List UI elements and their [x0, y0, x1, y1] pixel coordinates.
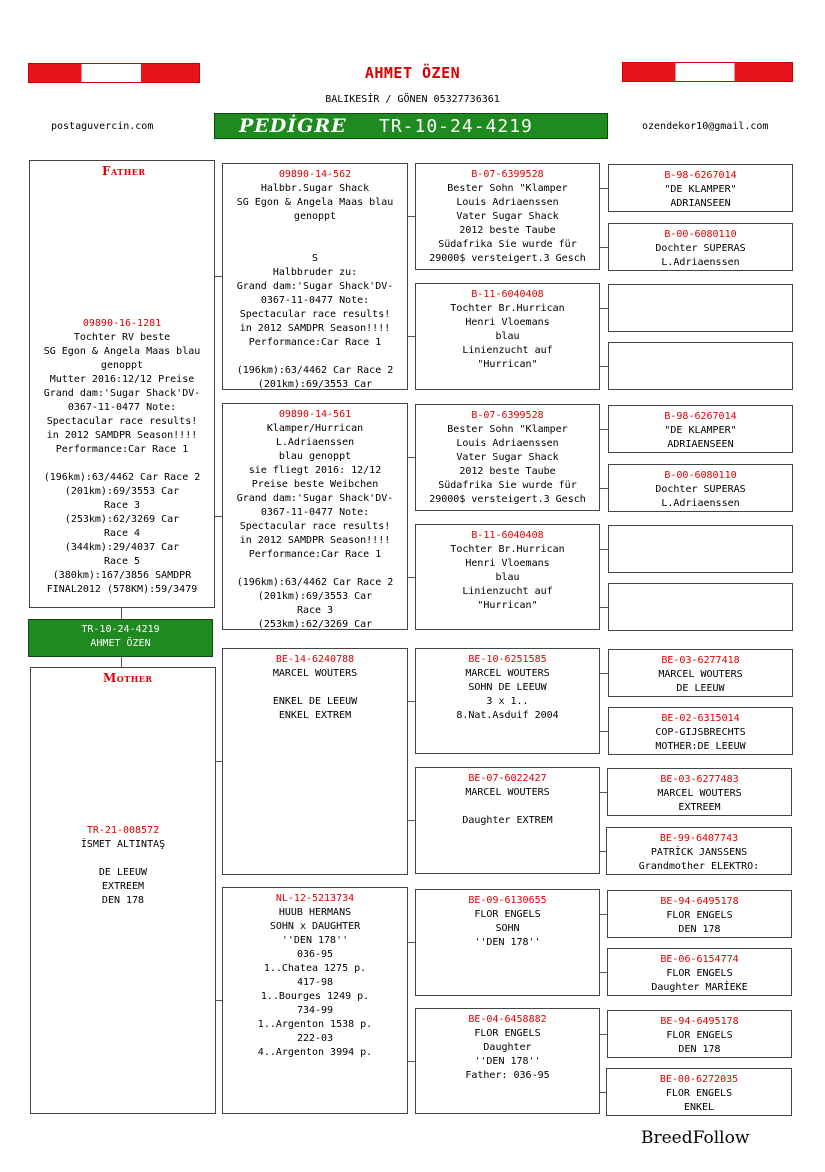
- grandparent-ring: BE-14-6240788: [275, 654, 355, 665]
- connector-line: [408, 820, 415, 821]
- grandparent-card[interactable]: [222, 163, 408, 390]
- ancestor-notes: "DE KLAMPER" ADRIANSEEN: [664, 184, 737, 209]
- great-grandparent-ring: B-11-6040408: [471, 530, 544, 541]
- mother-card[interactable]: [30, 667, 216, 1114]
- subject-owner: AHMET ÖZEN: [90, 638, 151, 649]
- ancestor-ring: BE-94-6495178: [660, 1016, 739, 1027]
- pedigree-banner: [214, 113, 608, 139]
- ancestor-notes: FLOR ENGELS DEN 178: [666, 910, 733, 935]
- ancestor-ring: BE-00-6272035: [659, 1074, 739, 1085]
- great-grandparent-ring: BE-09-6130655: [468, 895, 547, 906]
- connector-line: [215, 516, 222, 517]
- grandparent-card[interactable]: [222, 648, 408, 875]
- grandparent-ring: NL-12-5213734: [275, 893, 355, 904]
- ancestor-card[interactable]: [607, 890, 792, 938]
- footer-brand: BreedFollow: [641, 1128, 750, 1148]
- ancestor-card[interactable]: [607, 948, 792, 996]
- great-grandparent-card[interactable]: [415, 889, 600, 996]
- website-link[interactable]: postaguvercin.com: [51, 121, 154, 132]
- ancestor-ring: B-98-6267014: [664, 170, 737, 181]
- ancestor-card[interactable]: [607, 1010, 792, 1058]
- ancestor-ring: B-98-6267014: [664, 411, 737, 422]
- location-phone: BALIKESİR / GÖNEN 05327736361: [325, 94, 500, 105]
- ancestor-ring: BE-03-6277418: [661, 655, 740, 666]
- father-notes: Tochter RV beste SG Egon & Angela Maas blau genoppt Mutter 2016:12/12 Preise Grand dam:'Sugar Shack'DV- 0367-11-0477 Note: Spectacular race results! in 2012 SAMDPR Season!!!! Performance:Car Race 1 (196km):63/4462 Car Race 2 (201km):69/3553 Car Race 3 (253km):62/3269 Car Race 4 (344km):29/4037 Car Race 5 (380km):167/3856 SAMDPR FINAL2012 (578KM):59/3479: [43, 332, 201, 595]
- great-grandparent-notes: Tochter Br.Hurrican Henri Vloemans blau Linienzucht auf "Hurrican": [450, 303, 565, 370]
- ancestor-card[interactable]: [608, 707, 793, 755]
- grandparent-notes: MARCEL WOUTERS ENKEL DE LEEUW ENKEL EXTREM: [272, 668, 358, 721]
- great-grandparent-notes: FLOR ENGELS Daughter ''DEN 178'' Father: 036-95: [465, 1028, 550, 1081]
- grandparent-notes: Klamper/Hurrican L.Adriaenssen blau genoppt sie fliegt 2016: 12/12 Preise beste Weibchen Grand dam:'Sugar Shack'DV- 0367-11-0477 Note: Spectacular race results! in 2012 SAMDPR Season!!!! Performance:Car Race 1 (196km):63/4462 Car Race 2 (201km):69/3553 Car Race 3 (253km):62/3269 Car: [236, 423, 394, 630]
- connector-line: [408, 216, 415, 217]
- connector-line: [408, 577, 415, 578]
- subject-bird-card[interactable]: [28, 619, 213, 657]
- connector-line: [408, 336, 415, 337]
- ancestor-notes: MARCEL WOUTERS EXTREEM: [657, 788, 742, 813]
- connector-line: [216, 761, 222, 762]
- ancestor-notes: FLOR ENGELS ENKEL: [665, 1088, 733, 1113]
- connector-line: [600, 851, 606, 852]
- subject-ring: TR-10-24-4219: [81, 624, 160, 635]
- ancestor-card[interactable]: [607, 768, 792, 816]
- great-grandparent-ring: BE-04-6458882: [468, 1014, 547, 1025]
- great-grandparent-ring: BE-10-6251585: [468, 654, 547, 665]
- ancestor-ring: BE-02-6315014: [661, 713, 740, 724]
- great-grandparent-card[interactable]: [415, 163, 600, 270]
- grandparent-card[interactable]: [222, 403, 408, 630]
- connector-line: [215, 276, 222, 277]
- ancestor-notes: "DE KLAMPER" ADRIAENSEEN: [664, 425, 737, 450]
- connector-line: [600, 1092, 606, 1093]
- connector-line: [600, 366, 608, 367]
- great-grandparent-card[interactable]: [415, 648, 600, 754]
- great-grandparent-card[interactable]: [415, 404, 600, 511]
- great-grandparent-notes: Bester Sohn "Klamper Louis Adriaenssen Vater Sugar Shack 2012 beste Taube Südafrika Sie wurde für 29000$ versteigert.3 Gesch: [429, 183, 586, 264]
- ancestor-ring: BE-06-6154774: [660, 954, 739, 965]
- connector-line: [121, 657, 122, 667]
- great-grandparent-card[interactable]: [415, 1008, 600, 1114]
- ancestor-ring: B-00-6080110: [664, 229, 737, 240]
- great-grandparent-card[interactable]: [415, 283, 600, 390]
- ancestor-notes: Dochter SUPERAS L.Adriaenssen: [655, 243, 746, 268]
- connector-line: [600, 188, 608, 189]
- connector-line: [600, 792, 607, 793]
- grandparent-card[interactable]: [222, 887, 408, 1114]
- great-grandparent-notes: Bester Sohn "Klamper Louis Adriaenssen Vater Sugar Shack 2012 beste Taube Südafrika Sie wurde für 29000$ versteigert.3 Gesch: [429, 424, 586, 505]
- connector-line: [600, 673, 608, 674]
- pedigree-label: PEDİGRE: [239, 115, 347, 137]
- pedigree-ring: TR-10-24-4219: [379, 116, 533, 137]
- ancestor-card[interactable]: [608, 464, 793, 512]
- ancestor-notes: COP-GIJSBRECHTS MOTHER:DE LEEUW: [655, 727, 746, 752]
- great-grandparent-notes: MARCEL WOUTERS SOHN DE LEEUW 3 x 1.. 8.Nat.Asduif 2004: [456, 668, 559, 721]
- connector-line: [408, 942, 415, 943]
- grandparent-ring: 09890-14-561: [278, 409, 352, 420]
- connector-line: [600, 549, 608, 550]
- connector-line: [600, 1034, 607, 1035]
- great-grandparent-ring: B-07-6399528: [471, 169, 544, 180]
- ancestor-ring: B-00-6080110: [664, 470, 737, 481]
- ancestor-notes: PATRİCK JANSSENS Grandmother ELEKTRO:: [638, 847, 760, 872]
- mother-notes: İSMET ALTINTAŞ DE LEEUW EXTREEM DEN 178: [80, 839, 166, 906]
- ancestor-ring: BE-99-6407743: [659, 833, 739, 844]
- ancestor-card[interactable]: [608, 223, 793, 271]
- mother-label: Mother: [103, 671, 153, 685]
- ancestor-card[interactable]: [608, 583, 793, 631]
- ancestor-card[interactable]: [608, 284, 793, 332]
- ancestor-card[interactable]: [608, 649, 793, 697]
- father-card[interactable]: [29, 160, 215, 608]
- great-grandparent-notes: MARCEL WOUTERS Daughter EXTREM: [462, 787, 553, 826]
- ancestor-ring: BE-94-6495178: [660, 896, 739, 907]
- great-grandparent-ring: B-07-6399528: [471, 410, 544, 421]
- connector-line: [600, 488, 608, 489]
- mother-ring: TR-21-008572: [86, 825, 160, 836]
- connector-line: [408, 1061, 415, 1062]
- great-grandparent-ring: BE-07-6022427: [468, 773, 547, 784]
- email-link[interactable]: ozendekor10@gmail.com: [642, 121, 769, 132]
- great-grandparent-card[interactable]: [415, 524, 600, 630]
- connector-line: [600, 914, 607, 915]
- connector-line: [600, 429, 608, 430]
- ancestor-card[interactable]: [608, 525, 793, 573]
- ancestor-notes: Dochter SUPERAS L.Adriaenssen: [655, 484, 746, 509]
- great-grandparent-card[interactable]: [415, 767, 600, 874]
- grandparent-notes: HUUB HERMANS SOHN x DAUGHTER ''DEN 178'' 036-95 1..Chatea 1275 p. 417-98 1..Bourges 1249 p. 734-99 1..Argenton 1538 p. 222-03 4..Argenton 3994 p.: [257, 907, 373, 1058]
- connector-line: [121, 608, 122, 619]
- grandparent-ring: 09890-14-562: [278, 169, 352, 180]
- connector-line: [216, 1000, 222, 1001]
- great-grandparent-ring: B-11-6040408: [471, 289, 544, 300]
- father-ring: 09890-16-1281: [82, 318, 162, 329]
- owner-name: AHMET ÖZEN: [364, 64, 461, 82]
- ancestor-ring: BE-03-6277483: [660, 774, 739, 785]
- ancestor-notes: FLOR ENGELS Daughter MARİEKE: [651, 968, 748, 993]
- grandparent-notes: Halbbr.Sugar Shack SG Egon & Angela Maas blau genoppt S Halbbruder zu: Grand dam:'Sugar Shack'DV- 0367-11-0477 Note: Spectacular race results! in 2012 SAMDPR Season!!!! Performance:Car Race 1 (196km):63/4462 Car Race 2 (201km):69/3553 Car: [236, 183, 394, 390]
- father-label: Father: [102, 164, 146, 178]
- great-grandparent-notes: FLOR ENGELS SOHN ''DEN 178'': [474, 909, 541, 948]
- connector-line: [600, 308, 608, 309]
- ancestor-card[interactable]: [608, 405, 793, 453]
- connector-line: [408, 457, 415, 458]
- connector-line: [600, 247, 608, 248]
- connector-line: [600, 607, 608, 608]
- ancestor-notes: MARCEL WOUTERS DE LEEUW: [658, 669, 743, 694]
- ancestor-card[interactable]: [606, 827, 792, 875]
- ancestor-card[interactable]: [608, 342, 793, 390]
- ancestor-card[interactable]: [608, 164, 793, 212]
- connector-line: [408, 701, 415, 702]
- connector-line: [600, 972, 607, 973]
- great-grandparent-notes: Tochter Br.Hurrican Henri Vloemans blau Linienzucht auf "Hurrican": [450, 544, 565, 611]
- connector-line: [600, 731, 608, 732]
- ancestor-notes: FLOR ENGELS DEN 178: [666, 1030, 733, 1055]
- ancestor-card[interactable]: [606, 1068, 792, 1116]
